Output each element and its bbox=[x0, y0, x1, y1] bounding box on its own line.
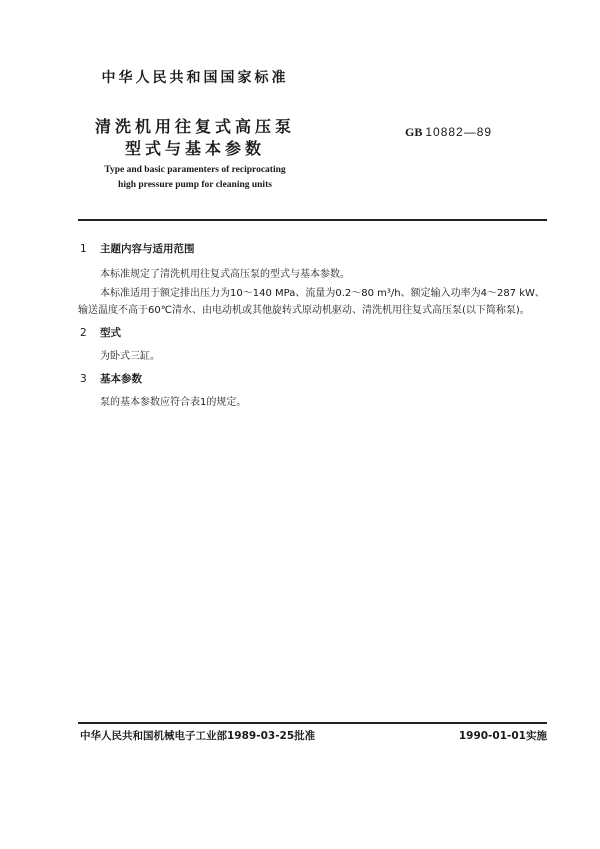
paragraph: 输送温度不高于60℃清水、由电动机或其他旋转式原动机驱动、清洗机用往复式高压泵(以下简称泵)。 bbox=[78, 305, 530, 316]
effective-date: 1990-01-01实施 bbox=[458, 730, 547, 742]
title-line-1: 清洗机用往复式高压泵 bbox=[94, 117, 295, 136]
section-title: 型式 bbox=[100, 327, 121, 339]
paragraph: 为卧式三缸。 bbox=[100, 351, 160, 362]
section-number: 2 bbox=[80, 327, 87, 339]
section-3-heading bbox=[80, 371, 142, 386]
code-number: 10882—89 bbox=[425, 125, 493, 139]
english-title-line-2: high pressure pump for cleaning units bbox=[118, 180, 272, 190]
title-line-2: 型式与基本参数 bbox=[124, 139, 265, 158]
paragraph: 泵的基本参数应符合表1的规定。 bbox=[100, 397, 247, 408]
paragraph: 本标准规定了清洗机用往复式高压泵的型式与基本参数。 bbox=[100, 269, 350, 280]
standard-type: 中华人民共和国国家标准 bbox=[101, 70, 289, 86]
standard-code bbox=[405, 125, 492, 140]
paragraph: 本标准适用于额定排出压力为10～140 MPa、流量为0.2～80 m³/h、额定输入功率为4～287 kW、 bbox=[100, 288, 545, 299]
english-title-line-1: Type and basic paramenters of reciprocating bbox=[104, 165, 286, 175]
footer-divider bbox=[78, 722, 547, 724]
section-2-heading bbox=[80, 325, 121, 340]
approval-note: 中华人民共和国机械电子工业部1989-03-25批准 bbox=[80, 730, 316, 742]
section-number: 3 bbox=[80, 373, 87, 385]
section-title: 基本参数 bbox=[100, 373, 142, 385]
section-title: 主题内容与适用范围 bbox=[100, 243, 195, 255]
code-prefix: GB bbox=[405, 125, 423, 139]
header-divider bbox=[78, 219, 547, 221]
section-number: 1 bbox=[80, 243, 87, 255]
section-1-heading bbox=[80, 241, 195, 256]
